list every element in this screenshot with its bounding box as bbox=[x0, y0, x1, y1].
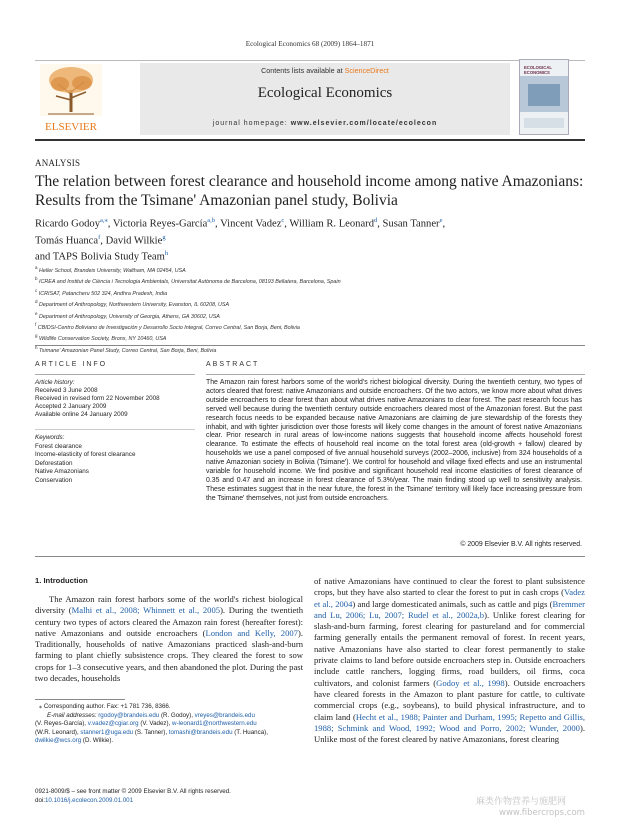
author-separator: , bbox=[100, 235, 106, 247]
affiliation-text: Department of Anthropology, Northwestern University, Evanston, IL 60208, USA bbox=[37, 301, 230, 308]
history-item: Accepted 2 January 2009 bbox=[35, 403, 107, 411]
doi-prefix: doi: bbox=[35, 796, 45, 804]
author-name: Ricardo Godoy bbox=[35, 218, 101, 230]
affiliation-text: CBIDSI-Centro Boliviano de Investigación y Desarrollo Socio Integral, Correo Central, San Borja, Beni, Bolivia bbox=[36, 324, 300, 331]
citation-link[interactable]: London and Kelly, 2007 bbox=[205, 627, 298, 638]
corresponding-author: ⁎ Corresponding author. Fax: +1 781 736, 8366. bbox=[39, 703, 171, 710]
citation-link[interactable]: Malhi et al., 2008; Whinnett et al., 2005 bbox=[71, 605, 221, 616]
elsevier-tree-icon bbox=[36, 62, 106, 134]
journal-title: Ecological Economics bbox=[257, 85, 393, 101]
keyword-item: Income-elasticity of forest clearance bbox=[35, 451, 136, 458]
abstract-heading: ABSTRACT bbox=[206, 361, 260, 368]
journal-cover-thumbnail bbox=[519, 59, 569, 135]
email-addresses bbox=[98, 712, 255, 719]
email-link[interactable]: w-leonard1@northwestern.edu bbox=[171, 720, 257, 728]
email-label: E-mail addresses: bbox=[47, 711, 99, 719]
cover-footer bbox=[524, 118, 564, 128]
keyword-item: Conservation bbox=[35, 476, 73, 484]
paragraph-text: ). Unlike most of the forest cleared by native Amazonians, forest clearing bbox=[314, 722, 585, 745]
email-owner: (S. Tanner), bbox=[133, 728, 169, 736]
article-info-rule bbox=[35, 374, 195, 375]
author-name: and TAPS Bolivia Study Team bbox=[35, 251, 165, 263]
article-type: ANALYSIS bbox=[35, 158, 81, 168]
issn-line: 0921-8009/$ – see front matter © 2009 Elsevier B.V. All rights reserved. bbox=[35, 788, 231, 795]
affiliation-text: Tsimane' Amazonian Panel Study, Correo Central, San Borja, Beni, Bolivia bbox=[37, 347, 217, 354]
author-separator: , bbox=[442, 218, 446, 230]
homepage-prefix: journal homepage: bbox=[212, 120, 291, 127]
abstract-rule bbox=[206, 374, 585, 375]
corresponding-footnote bbox=[35, 703, 303, 746]
email-owner: (D. Wilkie). bbox=[81, 737, 114, 745]
cover-image bbox=[528, 84, 560, 106]
affiliation-marker: c bbox=[35, 287, 38, 293]
citation-link[interactable]: Vadez et al., 2004 bbox=[314, 587, 585, 609]
introduction-heading: 1. Introduction bbox=[35, 576, 88, 585]
email-owner: (V. Reyes-García), bbox=[35, 720, 88, 728]
paragraph-text: ). Outside encroachers have cleared forests in the Amazon to plant pasture for cattle, to cultivate commercial crops (e.g., soybeans), to build physical infrastructure, and to claim land ( bbox=[314, 677, 585, 722]
paragraph-text: ). During the twentieth century two types of actors cleared the Amazon rain forest (hereafter forest): native Amazonians and outside encroachers ( bbox=[35, 605, 303, 638]
author-affiliation-marker[interactable]: d bbox=[374, 217, 378, 224]
article-history bbox=[35, 379, 195, 419]
affiliation-marker: h bbox=[35, 344, 38, 350]
author-name: David Wilkie bbox=[105, 235, 163, 247]
keywords-rule bbox=[35, 429, 195, 430]
history-list bbox=[35, 387, 195, 419]
header-bottom-rule bbox=[35, 139, 585, 141]
keyword-list bbox=[35, 443, 195, 486]
doi-link[interactable]: 10.1016/j.ecolecon.2009.01.001 bbox=[44, 796, 134, 804]
affiliation-marker: a bbox=[35, 265, 38, 270]
email-owner: (W.R. Leonard), bbox=[35, 728, 81, 736]
issn-block bbox=[35, 788, 303, 805]
affiliation-marker: d bbox=[35, 299, 38, 305]
elsevier-logo bbox=[36, 62, 106, 134]
author-name: Tomás Huanca bbox=[35, 235, 99, 247]
email-continuation bbox=[35, 720, 303, 746]
history-item: Received in revised form 22 November 2008 bbox=[35, 395, 160, 403]
journal-reference: Ecological Economics 68 (2009) 1864–1871 bbox=[245, 40, 375, 48]
introduction-right-column bbox=[314, 576, 585, 745]
affiliation-item bbox=[35, 264, 595, 275]
history-item: Received 3 June 2008 bbox=[35, 387, 98, 395]
author-separator: , bbox=[284, 218, 290, 230]
email-line bbox=[35, 720, 303, 729]
divider-rule bbox=[35, 556, 585, 557]
author-affiliation-marker[interactable]: f bbox=[98, 233, 101, 241]
author-name: William R. Leonard bbox=[289, 218, 374, 230]
affiliation-text: ICRISAT, Patancheru 502 324, Andhra Pradesh, India bbox=[37, 290, 168, 297]
affiliation-marker: g bbox=[35, 333, 38, 339]
affiliation-text: ICREA and Institut de Ciència i Tecnologia Ambientals, Universitat Autònoma de Barcelona, 08193 Bellatera, Barcelona, Spain bbox=[37, 279, 341, 286]
author-affiliation-marker[interactable]: h bbox=[164, 250, 169, 258]
keyword-item: Deforestation bbox=[35, 459, 73, 467]
journal-homepage bbox=[140, 120, 510, 127]
footnote-rule bbox=[35, 699, 125, 700]
contents-prefix: Contents lists available at bbox=[261, 66, 345, 75]
email-line bbox=[35, 712, 303, 721]
keywords bbox=[35, 434, 195, 485]
author-affiliation-marker[interactable]: c bbox=[281, 217, 285, 224]
author-name: Vincent Vadez bbox=[220, 218, 282, 230]
keyword-item: Native Amazonians bbox=[35, 468, 89, 475]
email-line bbox=[35, 737, 303, 746]
affiliation-text: Wildlife Conservation Society, Bronx, NY 10460, USA bbox=[37, 336, 167, 343]
keyword-item: Forest clearance bbox=[35, 442, 82, 450]
history-label: Article history: bbox=[35, 379, 75, 386]
author-separator: , bbox=[107, 218, 113, 230]
paragraph-text: ) and large domesticated animals, such as cattle and pigs ( bbox=[352, 598, 553, 609]
paragraph-text: The Amazon rain forest harbors some of the world's richest biological diversity ( bbox=[35, 594, 303, 616]
affiliation-item bbox=[35, 275, 595, 286]
affiliation-list bbox=[35, 264, 595, 355]
affiliation-marker: b bbox=[35, 276, 38, 282]
author-list bbox=[35, 214, 595, 264]
author-affiliation-marker[interactable]: a,⁎ bbox=[100, 217, 108, 224]
affiliation-marker: f bbox=[35, 321, 37, 327]
divider-rule bbox=[35, 345, 585, 346]
affiliation-text: Heller School, Brandeis University, Waltham, MA 02454, USA bbox=[37, 267, 186, 274]
contents-line bbox=[140, 66, 510, 75]
author-name: Victoria Reyes-García bbox=[112, 218, 208, 230]
author-affiliation-marker[interactable]: a,b bbox=[207, 217, 216, 224]
author-separator: , bbox=[215, 218, 221, 230]
article-title: The relation between forest clearance and household income among native Amazonians: Results from the Tsimane' Amazonian panel study, Bolivia bbox=[35, 173, 584, 209]
email-link[interactable]: stanner1@uga.edu bbox=[80, 728, 134, 736]
introduction-left-column bbox=[35, 594, 303, 684]
affiliation-item bbox=[35, 310, 595, 321]
watermark-url: www.fibercrops.com bbox=[499, 808, 585, 818]
email-link[interactable]: dwilkie@wcs.org bbox=[35, 737, 82, 745]
author-affiliation-marker[interactable]: g bbox=[162, 233, 166, 241]
affiliation-item bbox=[35, 332, 595, 343]
header-top-rule bbox=[35, 60, 585, 61]
email-link[interactable]: v.vadez@cgiar.org bbox=[87, 720, 139, 728]
cover-title: ECOLOGICAL ECONOMICS bbox=[524, 65, 552, 75]
email-line bbox=[35, 729, 303, 738]
email-link[interactable]: tomashi@brandeis.edu bbox=[168, 728, 233, 736]
citation-link[interactable]: Godoy et al., 1998 bbox=[436, 677, 505, 688]
affiliation-item bbox=[35, 298, 595, 309]
email-link[interactable]: rgodoy@brandeis.edu bbox=[98, 711, 160, 719]
email-owner: (V. Vadez), bbox=[138, 720, 172, 728]
watermark-text: 麻类作物营养与施肥网 bbox=[476, 797, 567, 807]
affiliation-item bbox=[35, 321, 595, 332]
doi-line bbox=[35, 797, 303, 806]
citation-link[interactable]: Hecht et al., 1988; Painter and Durham, 1995; Repetto and Gillis, 1988; Schmink and Wood, 1992; Wood and Porro, 2002; Wunder, 2000 bbox=[314, 711, 585, 733]
article-info-heading: ARTICLE INFO bbox=[35, 361, 108, 368]
paragraph-text: ). Unlike forest clearing for slash-and-burn farming, forest clearing for pastureland and for commercial farming generally entails the permanent removal of forest. In recent years, native Amazonians have also started to clear forest permanently to stake private claims to land before outside encroachers step in. Outside encroachers include cattle ranchers, logging firms, road builders, oil firms, coca cultivators, and colonist farmers ( bbox=[314, 609, 585, 688]
paragraph-text: of native Amazonians have continued to clear the forest to plant subsistence crops, but they have also started to clear the forest to put in cash crops ( bbox=[314, 576, 585, 598]
email-owner: (T. Huanca), bbox=[232, 728, 268, 736]
keywords-label: Keywords: bbox=[35, 434, 65, 441]
email-owner: (R. Godoy), bbox=[159, 711, 195, 719]
author-affiliation-marker[interactable]: e bbox=[439, 217, 443, 224]
abstract-text: The Amazon rain forest harbors some of the world's richest biological diversity. During the twentieth century, two types of actors cleared that forest: native Amazonians and outside encroachers. Of the two actors, we know more about what drives outside encroachers to clear forest than about what drives native Amazonians to clear forest. The past research focus has served well because during the twentieth century outside encroachers cleared most of the Amazonian forest. But the past research focus needs to be expanded because native Amazonians are claiming de jure stewardship of the forests they inhabit, and with tighter jurisdiction over those forests will likely come changes in the amount of forest native Amazonians clear. Prior research in rural areas of low-income nations suggests that household income affects household forest clearance. To estimate the effects of household real income on the total forest area (old-growth + fallow) cleared by households we use a panel composed of five annual household surveys (2002–2006, inclusive) from 324 households of a native Amazonian society in Bolivia (Tsimane'). We control for household and village fixed effects and use an instrumental variable for household income. We find positive and significant household real income elasticities of forest clearance of 0.35 and 0.47 and an increase in forest clearance of 5.3%/year. The main finding stood up well to sensitivity analysis. These estimates suggest that in the near future, the forest in the Tsimane' territory will likely face increasing pressure from the Tsimane' themselves, not just from outside encroachers. bbox=[206, 379, 582, 502]
affiliation-marker: e bbox=[35, 310, 38, 316]
paragraph-text: ). Traditionally, households of native Amazonians practiced slash-and-burn farming to plant chiefly subsistence crops. They cleared the forest to sow crops for 1–3 consecutive years, and then abandoned the plot. During the past two decades, households bbox=[35, 627, 303, 684]
sciencedirect-link[interactable]: ScienceDirect bbox=[344, 66, 389, 75]
homepage-link[interactable]: www.elsevier.com/locate/ecolecon bbox=[290, 120, 438, 127]
author-name: Susan Tanner bbox=[382, 218, 440, 230]
elsevier-wordmark: ELSEVIER bbox=[45, 121, 97, 133]
citation-link[interactable]: Bremmer and Lu, 2006; Lu, 2007; Rudel et al., 2002a,b bbox=[314, 598, 586, 620]
abstract-copyright: © 2009 Elsevier B.V. All rights reserved. bbox=[460, 541, 582, 548]
author-separator: , bbox=[377, 218, 383, 230]
history-item: Available online 24 January 2009 bbox=[35, 411, 128, 419]
email-link[interactable]: vreyes@brandeis.edu bbox=[194, 711, 255, 719]
affiliation-text: Department of Anthropology, University of Georgia, Athens, GA 30602, USA bbox=[37, 313, 220, 320]
affiliation-item bbox=[35, 287, 595, 298]
